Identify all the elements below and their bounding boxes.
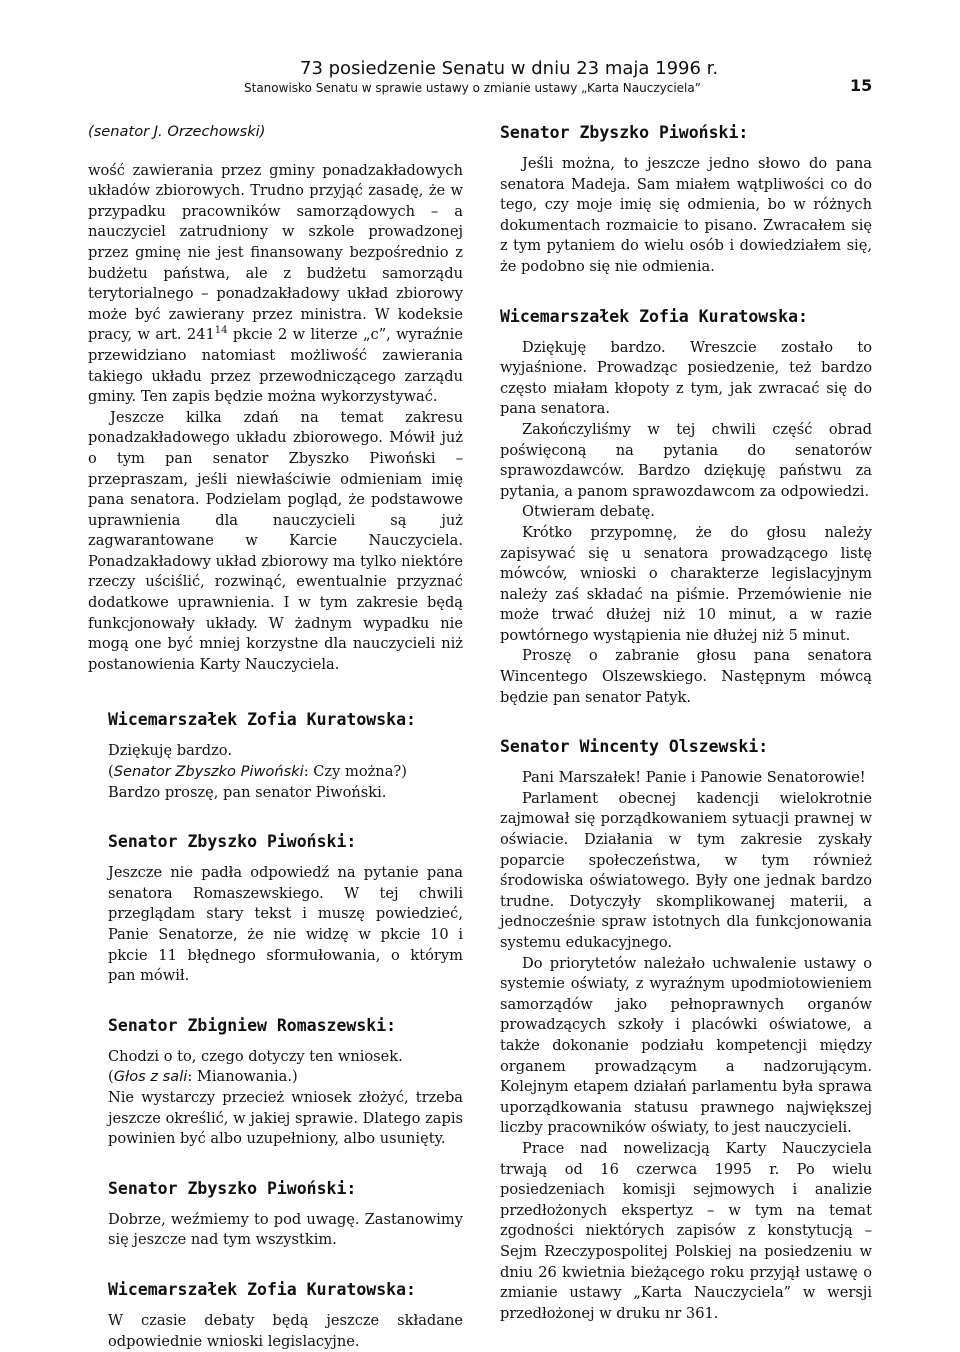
speech-block: [88, 709, 463, 803]
right-column: [500, 122, 872, 1324]
left-column: [88, 122, 463, 1352]
superscript: 14: [214, 325, 228, 337]
paragraph: Prace nad nowelizacją Karty Nauczyciela trwają od 16 czerwca 1995 r. Po wielu posiedzeniach komisji sejmowych i analizie przedłożonych ekspertyz – w tym na temat zgodności niektórych zapisów z konstytucją – Sejm Rzeczypospolitej Polskiej na posiedzeniu w dniu 26 kwietnia bieżącego roku przyjął ustawę o zmianie ustawy „Karta Nauczyciela” w wersji przedłożonej w druku nr 361.: [500, 1139, 872, 1322]
paragraph: Dziękuję bardzo. Wreszcie zostało to wyjaśnione. Prowadząc posiedzenie, też bardzo często miałam kłopoty z tym, jak zwracać się do pana senatora.: [500, 338, 872, 418]
paragraph: wość zawierania przez gminy ponadzakładowych układów zbiorowych. Trudno przyjąć zasadę, że w przypadku pracowników samorządowych – a nauczyciel zatrudniony w szkole prowadzonej przez gminę nie jest finansowany bezpośrednio z budżetu państwa, ale z budżetu samorządu terytorialnego – ponadzakładowy układ zbiorowy może być zawierany przez ministra. W kodeksie pracy, w art. $241^{14}$ pkcie 2 w literze „c”, wyraźnie przewidziano natomiast możliwość zawierania takiego układu przez przewodniczącego zarządu gminy. Ten zapis będzie można wykorzystywać.: [88, 161, 463, 406]
paragraph: Dobrze, weźmiemy to pod uwagę. Zastanowimy się jeszcze nad tym wszystkim.: [108, 1210, 463, 1249]
speaker-heading: Senator Zbigniew Romaszewski:: [108, 1015, 397, 1035]
speaker-heading: Wicemarszałek Zofia Kuratowska:: [500, 306, 808, 326]
paragraph: Parlament obecnej kadencji wielokrotnie zajmował się porządkowaniem sytuacji prawnej w oświacie. Działania w tym zakresie zyskały poparcie społeczeństwa, w tym również środowiska oświatowego. Były one jednak bardzo trudne. Dotyczyły skomplikowanej materii, a jednocześnie spraw istotnych dla funkcjonowania systemu edukacyjnego.: [500, 789, 872, 951]
paragraph: Proszę o zabranie głosu pana senatora Wincentego Olszewskiego. Następnym mówcą będzie pan senator Patyk.: [500, 647, 872, 706]
paragraph: Jeszcze nie padła odpowiedź na pytanie pana senatora Romaszewskiego. W tej chwili przeglądam stary tekst i muszę powiedzieć, Panie Senatorze, że nie widzę w pkcie 10 i pkcie 11 błędnego sformułowania, o którym pan mówił.: [108, 864, 463, 985]
paragraph: Jeśli można, to jeszcze jedno słowo do pana senatora Madeja. Sam miałem wątpliwości co do tego, czy moje imię się odmienia, bo w różnych dokumentach rozmaicie to pisano. Zwracałem się z tym pytaniem do wielu osób i dowiedziałem się, że podobno się nie odmienia.: [500, 155, 872, 275]
paragraph: W czasie debaty będą jeszcze składane odpowiednie wnioski legislacyjne.: [108, 1311, 463, 1350]
speech-block: [88, 831, 463, 987]
speaker-heading: Senator Zbyszko Piwoński:: [500, 123, 749, 142]
session-title: 73 posiedzenie Senatu w dniu 23 maja 1996 r.: [300, 58, 719, 79]
paragraph: Dziękuję bardzo.: [108, 742, 232, 760]
page-header: [0, 58, 960, 98]
paragraph: Bardzo proszę, pan senator Piwoński.: [108, 783, 387, 801]
interjection: (Głos z sali: Mianowania.): [108, 1068, 298, 1086]
session-subtitle: Stanowisko Senatu w sprawie ustawy o zmianie ustawy „Karta Nauczyciela”: [244, 81, 701, 95]
speaker-note: (senator J. Orzechowski): [88, 123, 266, 140]
paragraph: Do priorytetów należało uchwalenie ustawy o systemie oświaty, z wyraźnym upodmiotowieniem samorządów jako pełnoprawnych organów prowadzących szkoły i placówki oświatowe, a także dokonanie podziału kompetencji między organem prowadzącym a nadzorującym. Kolejnym etapem działań parlamentu była sprawa uporządkowania statusu prawnego największej liczby pracowników oświaty, to jest nauczycieli.: [500, 954, 872, 1137]
speech-block: [88, 1279, 463, 1352]
speaker-heading: Wicemarszałek Zofia Kuratowska:: [108, 1279, 416, 1299]
paragraph: Otwieram debatę.: [522, 503, 655, 521]
speaker-heading: Senator Wincenty Olszewski:: [500, 737, 769, 757]
speech-block: [88, 1178, 463, 1251]
interjection: (Senator Zbyszko Piwoński: Czy można?): [108, 763, 407, 781]
paragraph: Krótko przypomnę, że do głosu należy zapisywać się u senatora prowadzącego listę mówców, wnioski o charakterze legislacyjnym należy zaś składać na piśmie. Przemówienie nie może trwać dłużej niż 10 minut, a w razie powtórnego wystąpienia nie dłużej niż 5 minut.: [500, 523, 872, 644]
speaker-heading: Senator Zbyszko Piwoński:: [108, 1178, 357, 1198]
paragraph: Pani Marszałek! Panie i Panowie Senatorowie!: [522, 769, 866, 787]
speech-block: [88, 1015, 463, 1150]
paragraph: Chodzi o to, czego dotyczy ten wniosek.: [108, 1047, 403, 1065]
paragraph: Nie wystarczy przecież wniosek złożyć, trzeba jeszcze określić, w jakiej sprawie. Dlatego zapis powinien być albo uzupełniony, albo usunięty.: [108, 1088, 463, 1148]
speaker-heading: Wicemarszałek Zofia Kuratowska:: [108, 710, 416, 730]
paragraph: Jeszcze kilka zdań na temat zakresu ponadzakładowego układu zbiorowego. Mówił już o tym pan senator Zbyszko Piwoński – przepraszam, jeśli niewłaściwie odmieniam imię pana senatora. Podzielam pogląd, że podstawowe uprawnienia dla nauczycieli są już zagwarantowane w Karcie Nauczyciela. Ponadzakładowy układ zbiorowy ma tylko niektóre rzeczy uściślić, rozwinąć, ewentualnie przyznać dodatkowe uprawnienia. I w tym zakresie będą funkcjonowały układy. W żadnym wypadku nie mogą one być mniej korzystne dla nauczycieli niż postanowienia Karty Nauczyciela.: [88, 408, 463, 673]
speaker-heading: Senator Zbyszko Piwoński:: [108, 832, 357, 852]
paragraph: Zakończyliśmy w tej chwili część obrad poświęconą na pytania do senatorów sprawozdawców. Bardzo dziękuję państwu za pytania, a panom sprawozdawcom za odpowiedzi.: [500, 420, 872, 500]
page-number: 15: [850, 76, 873, 95]
